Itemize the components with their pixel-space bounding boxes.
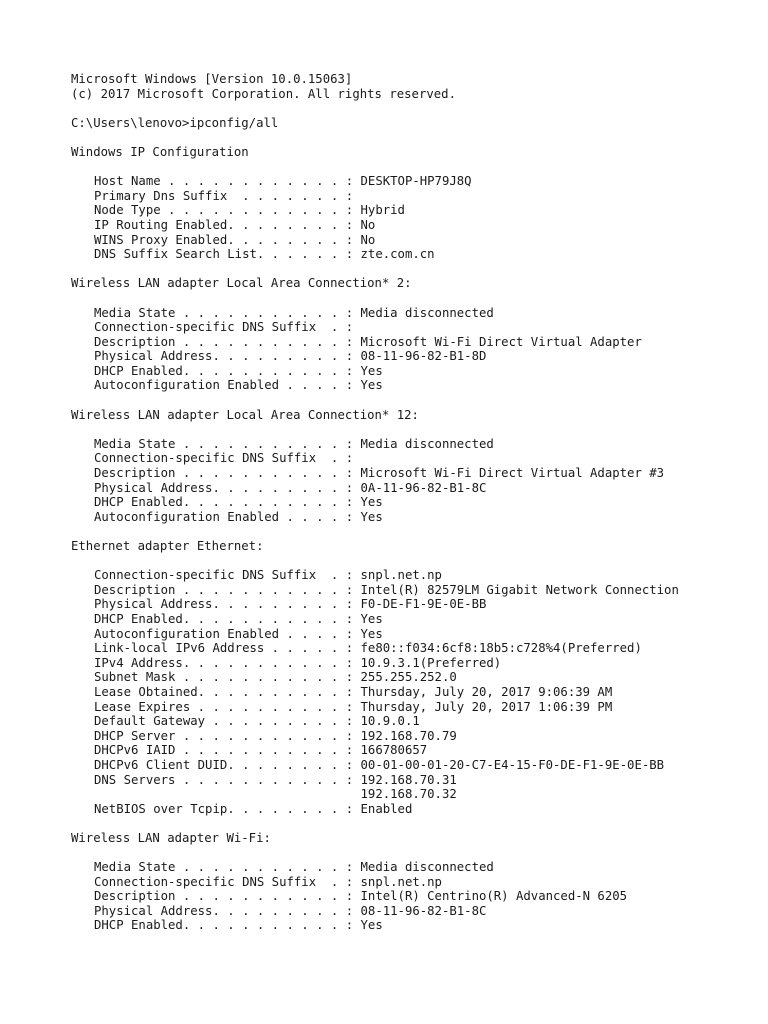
ipconfig-output-document	[71, 72, 761, 933]
config-entry: Primary Dns Suffix . . . . . . . :	[94, 188, 354, 203]
config-entry: Physical Address. . . . . . . . . : F0-DE-F1-9E-0E-BB	[94, 597, 487, 612]
config-entry: Connection-specific DNS Suffix . :	[94, 451, 354, 466]
config-entry: IPv4 Address. . . . . . . . . . . : 10.9.3.1(Preferred)	[94, 655, 502, 670]
config-entry: Connection-specific DNS Suffix . : snpl.net.np	[94, 874, 442, 889]
config-entry: DHCP Enabled. . . . . . . . . . . : Yes	[94, 363, 383, 378]
config-entry: Media State . . . . . . . . . . . : Media disconnected	[94, 305, 494, 320]
config-entry: Description . . . . . . . . . . . : Intel(R) 82579LM Gigabit Network Connection	[94, 582, 679, 597]
config-entry: Node Type . . . . . . . . . . . . : Hybrid	[94, 203, 405, 218]
section-local-area-connection-2	[71, 262, 761, 393]
config-entry: DHCPv6 Client DUID. . . . . . . . : 00-01-00-01-20-C7-E4-15-F0-DE-F1-9E-0E-BB	[94, 757, 665, 772]
section-title: Wireless LAN adapter Wi-Fi:	[71, 830, 271, 845]
config-entry: DHCP Enabled. . . . . . . . . . . : Yes	[94, 495, 383, 510]
config-entry: Autoconfiguration Enabled . . . . : Yes	[94, 626, 383, 641]
config-entry: Subnet Mask . . . . . . . . . . . : 255.255.252.0	[94, 670, 457, 685]
config-entry: DHCP Enabled. . . . . . . . . . . : Yes	[94, 918, 383, 933]
section-wireless-wifi	[71, 816, 761, 933]
config-entry: Connection-specific DNS Suffix . : snpl.net.np	[94, 568, 442, 583]
config-entry: DNS Suffix Search List. . . . . . : zte.com.cn	[94, 247, 435, 262]
config-entry-continuation: 192.168.70.32	[94, 787, 457, 802]
command-line: C:\Users\lenovo>ipconfig/all	[71, 115, 279, 130]
config-entry: Description . . . . . . . . . . . : Intel(R) Centrino(R) Advanced-N 6205	[94, 889, 628, 904]
config-entry: Link-local IPv6 Address . . . . . : fe80::f034:6cf8:18b5:c728%4(Preferred)	[94, 641, 642, 656]
config-entry: WINS Proxy Enabled. . . . . . . . : No	[94, 232, 376, 247]
config-entry: Autoconfiguration Enabled . . . . : Yes	[94, 378, 383, 393]
config-entry: NetBIOS over Tcpip. . . . . . . . : Enabled	[94, 801, 413, 816]
config-entry: Host Name . . . . . . . . . . . . : DESKTOP-HP79J8Q	[94, 174, 472, 189]
blank-line	[71, 101, 761, 116]
config-entry: Media State . . . . . . . . . . . : Media disconnected	[94, 860, 494, 875]
section-title: Ethernet adapter Ethernet:	[71, 539, 264, 553]
config-entry: Physical Address. . . . . . . . . : 08-11-96-82-B1-8C	[94, 903, 487, 918]
config-entry: DHCP Server . . . . . . . . . . . : 192.168.70.79	[94, 728, 457, 743]
section-local-area-connection-12	[71, 393, 761, 524]
config-entry: Lease Expires . . . . . . . . . . : Thursday, July 20, 2017 1:06:39 PM	[94, 699, 613, 714]
section-ethernet-adapter	[71, 524, 761, 816]
config-entry: Autoconfiguration Enabled . . . . : Yes	[94, 509, 383, 524]
section-title: Windows IP Configuration	[71, 144, 249, 159]
config-entry: Physical Address. . . . . . . . . : 0A-11-96-82-B1-8C	[94, 480, 487, 495]
section-title: Wireless LAN adapter Local Area Connection* 2:	[71, 276, 412, 291]
section-windows-ip-configuration	[71, 130, 761, 261]
section-title: Wireless LAN adapter Local Area Connection* 12:	[71, 407, 419, 422]
config-entry: Media State . . . . . . . . . . . : Media disconnected	[94, 436, 494, 451]
config-entry: Description . . . . . . . . . . . : Microsoft Wi-Fi Direct Virtual Adapter	[94, 334, 642, 349]
config-entry: DHCPv6 IAID . . . . . . . . . . . : 166780657	[94, 743, 428, 758]
config-entry: DNS Servers . . . . . . . . . . . : 192.168.70.31	[94, 772, 457, 787]
config-entry: DHCP Enabled. . . . . . . . . . . : Yes	[94, 611, 383, 626]
config-entry: Default Gateway . . . . . . . . . : 10.9.0.1	[94, 714, 420, 729]
version-line: Microsoft Windows [Version 10.0.15063]	[71, 72, 353, 86]
copyright-line: (c) 2017 Microsoft Corporation. All rights reserved.	[71, 86, 456, 101]
config-entry: Lease Obtained. . . . . . . . . . : Thursday, July 20, 2017 9:06:39 AM	[94, 684, 613, 699]
config-entry: IP Routing Enabled. . . . . . . . : No	[94, 217, 376, 232]
config-entry: Connection-specific DNS Suffix . :	[94, 320, 354, 335]
config-entry: Physical Address. . . . . . . . . : 08-11-96-82-B1-8D	[94, 349, 487, 364]
config-entry: Description . . . . . . . . . . . : Microsoft Wi-Fi Direct Virtual Adapter #3	[94, 466, 665, 481]
